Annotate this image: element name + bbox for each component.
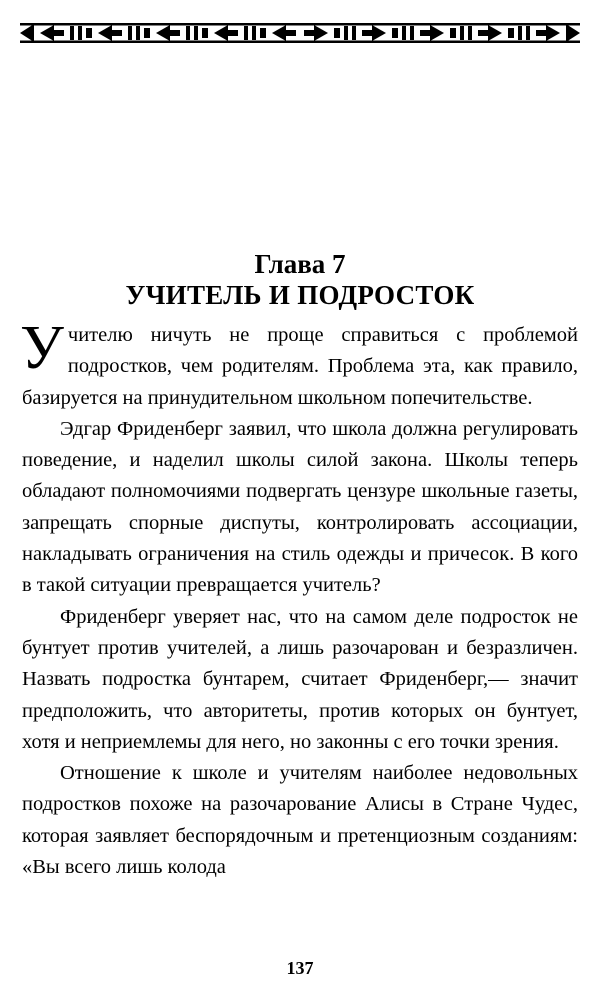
paragraph: Фриденберг уверяет нас, что на самом деле подросток не бунтует против учителей, а лишь разочарован и безразличен. Назвать подростка бунтарем, считает Фриденберг,— значит предположить, что авторитеты, против которых он бунтует, хотя и неприемлемы для него, но законны с его точки зрения. xyxy=(22,605,578,753)
chapter-title: УЧИТЕЛЬ И ПОДРОСТОК xyxy=(125,280,475,310)
paragraph: Эдгар Фриденберг заявил, что школа должна регулировать поведение, и наделил школы силой закона. Школы теперь обладают полномочиями подвергать цензуре школьные газеты, запрещать спорные диспуты, контролировать ассоциации, накладывать ограничения на стиль одежды и причесок. В кого в такой ситуации превращается учитель? xyxy=(22,417,578,597)
decorative-border-ornament-icon xyxy=(20,20,580,46)
drop-cap: У xyxy=(20,314,64,382)
paragraph xyxy=(20,314,578,414)
paragraph-text: чителю ничуть не проще справиться с проблемой подростков, чем родителям. Проблема эта, как правило, базируется на принудительном школьном попечительстве. xyxy=(22,324,578,409)
body-text xyxy=(20,314,578,883)
page-number: 137 xyxy=(286,958,314,978)
chapter-label: Глава 7 xyxy=(254,249,346,279)
paragraph: Отношение к школе и учителям наиболее недовольных подростков похоже на разочарование Алисы в Стране Чудес, которая заявляет беспорядочным и претенциозным созданиям: «Вы всего лишь колода xyxy=(22,762,578,879)
